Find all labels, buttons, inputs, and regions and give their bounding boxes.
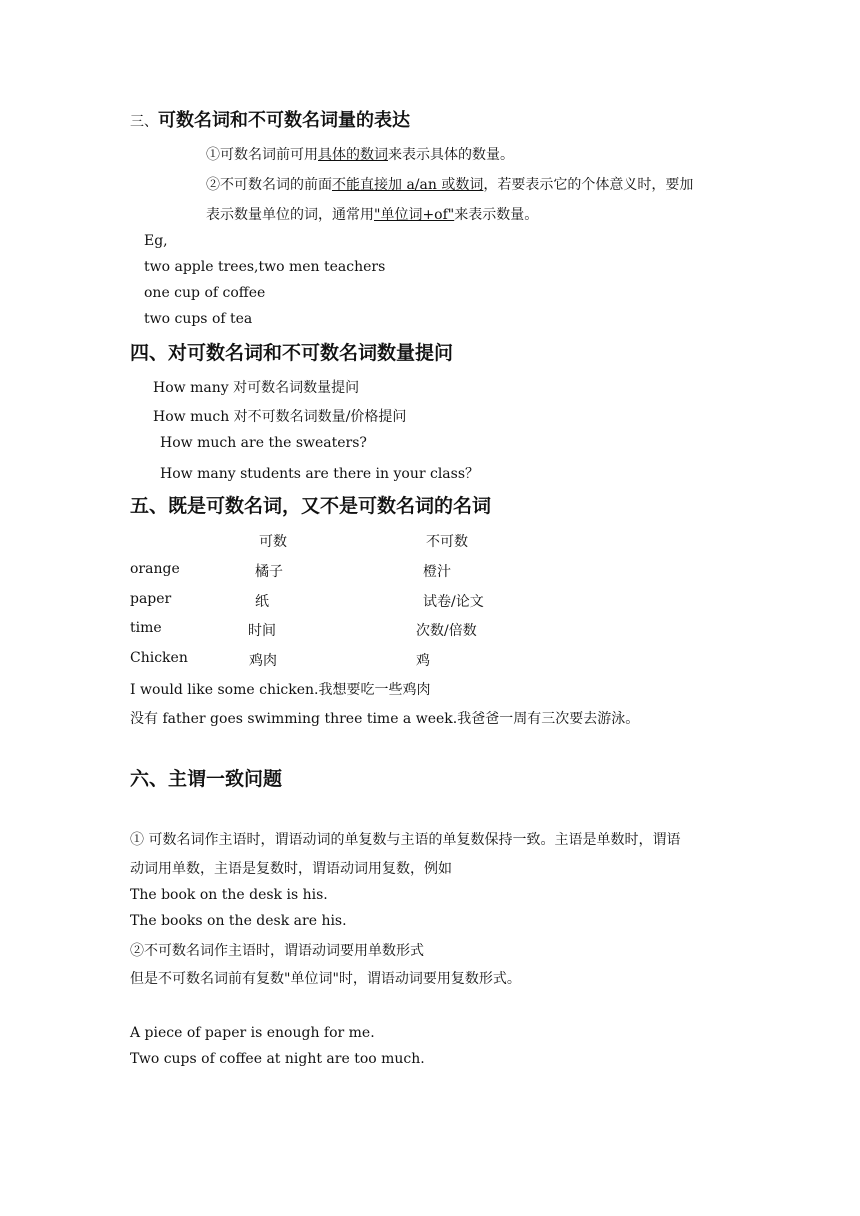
- section-3-point-2-cont: [206, 204, 538, 224]
- example-sentence: A piece of paper is enough for me.: [130, 1025, 375, 1041]
- table-uncountable: 试卷/论文: [423, 594, 484, 610]
- question-rule: How many 对可数名词数量提问: [153, 380, 360, 396]
- table-countable: 时间: [248, 623, 276, 639]
- section-5-heading: 五、既是可数名词，又不是可数名词的名词: [130, 495, 492, 517]
- column-header-countable: 可数: [259, 534, 287, 550]
- section-4-heading: 四、对可数名词和不可数名词数量提问: [130, 342, 454, 364]
- table-word: orange: [130, 561, 180, 577]
- column-header-uncountable: 不可数: [426, 534, 468, 550]
- table-word: paper: [130, 591, 172, 607]
- section-3-title: 可数名词和不可数名词量的表达: [158, 110, 410, 131]
- question-example: How much are the sweaters?: [160, 435, 367, 451]
- text: ①可数名词前可用: [206, 147, 318, 163]
- section-3-point-2: [206, 174, 693, 194]
- text: ②不可数名词的前面: [206, 177, 332, 193]
- table-uncountable: 橙汁: [423, 564, 451, 580]
- text: ，若要表示它的个体意义时，要加: [483, 177, 694, 193]
- table-word: Chicken: [130, 650, 188, 666]
- rule-paragraph: 但是不可数名词前有复数"单位词"时，谓语动词要用复数形式。: [130, 971, 521, 987]
- text: 来表示具体的数量。: [388, 147, 514, 163]
- section-3-number: 三、: [130, 114, 158, 130]
- question-example: How many students are there in your class？: [160, 466, 480, 482]
- example-sentence: I would like some chicken.我想要吃一些鸡肉: [130, 682, 431, 698]
- rule-paragraph-cont: 动词用单数，主语是复数时，谓语动词用复数，例如: [130, 861, 452, 877]
- section-3-heading: [130, 106, 410, 132]
- table-countable: 鸡肉: [249, 653, 277, 669]
- example-sentence: 没有 father goes swimming three time a week.我爸爸一周有三次要去游泳。: [130, 711, 640, 727]
- table-countable: 橘子: [255, 564, 283, 580]
- example-line: two apple trees,two men teachers: [144, 259, 386, 275]
- table-uncountable: 次数/倍数: [416, 623, 477, 639]
- section-6-heading: 六、主谓一致问题: [130, 768, 283, 790]
- example-sentence: The books on the desk are his.: [130, 913, 347, 929]
- table-word: time: [130, 620, 162, 636]
- text: 来表示数量。: [454, 207, 539, 223]
- example-line: one cup of coffee: [144, 285, 266, 301]
- example-line: two cups of tea: [144, 311, 253, 327]
- rule-paragraph: ① 可数名词作主语时，谓语动词的单复数与主语的单复数保持一致。主语是单数时，谓语: [130, 832, 681, 848]
- question-rule: How much 对不可数名词数量/价格提问: [153, 409, 407, 425]
- underlined-text: "单位词+of": [374, 207, 455, 223]
- underlined-text: 不能直接加 a/an 或数词: [332, 177, 484, 193]
- table-uncountable: 鸡: [416, 653, 430, 669]
- eg-label: Eg,: [144, 233, 168, 249]
- underlined-text: 具体的数词: [318, 147, 388, 163]
- example-sentence: The book on the desk is his.: [130, 887, 328, 903]
- example-sentence: Two cups of coffee at night are too much.: [130, 1051, 425, 1067]
- rule-paragraph: ②不可数名词作主语时，谓语动词要用单数形式: [130, 943, 424, 959]
- text: 表示数量单位的词，通常用: [206, 207, 374, 223]
- table-countable: 纸: [255, 594, 269, 610]
- section-3-point-1: [206, 144, 514, 164]
